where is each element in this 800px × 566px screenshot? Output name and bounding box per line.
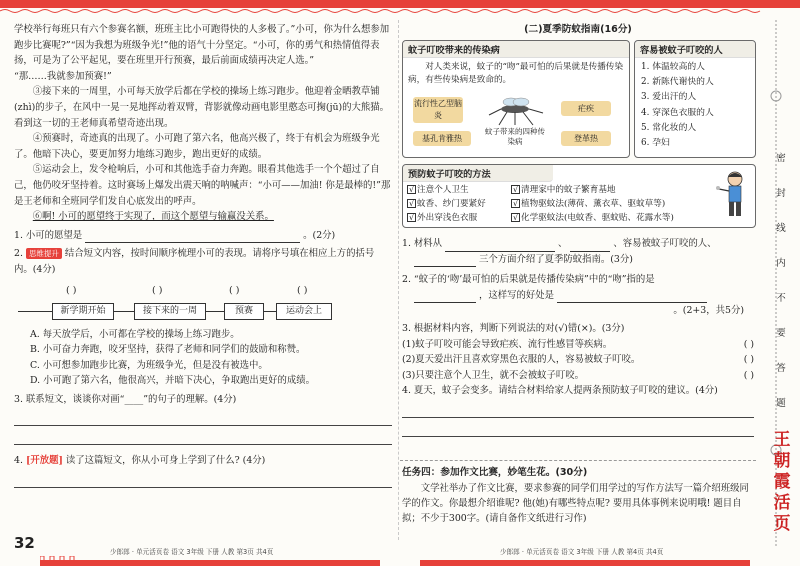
right-page bbox=[402, 22, 754, 42]
check-icon: √ bbox=[512, 185, 519, 194]
people-item: 1. 体温较高的人 bbox=[641, 62, 705, 72]
answer-paren[interactable]: ( ) bbox=[297, 284, 308, 296]
center-divider bbox=[398, 20, 399, 540]
r2-score: 。(2+3，共5分) bbox=[673, 305, 744, 317]
seal-label: 线 bbox=[776, 223, 786, 234]
option-b: B. 小可奋力奔跑，咬牙坚持，获得了老师和同学们的鼓励和称赞。 bbox=[30, 344, 306, 356]
r-question-1 bbox=[402, 236, 754, 252]
seal-label: 答 bbox=[776, 363, 786, 374]
r2-text: 2. “蚊子的‘吻’最可怕的后果就是传播传染病”中的“吻”指的是 bbox=[402, 274, 655, 286]
paragraph-5: ⑤运动会上，发令枪响后，小可和其他选手奋力奔跑。眼看其他选手一个个超过了自己，他仍咬牙坚持着。这时赛场上爆发出震天响的呐喊声：“小可——加油! 你是最棒的!”那是王老师和全班同学们发自心底发出的呼声。 bbox=[14, 164, 391, 207]
right-questions bbox=[402, 236, 754, 437]
options-list bbox=[14, 327, 392, 389]
question-2: 2. 思维提升 结合短文内容，按时间顺序梳理小可的表现。请将序号填在相应上方的括号内。(4分) bbox=[14, 248, 375, 275]
task4 bbox=[402, 465, 754, 526]
people-item: 5. 常化妆的人 bbox=[641, 122, 697, 133]
prevention-item: 植物驱蚊法(薄荷、薰衣草、驱蚊草等) bbox=[521, 199, 666, 209]
r-question-2b bbox=[402, 288, 754, 304]
timeline-box: 运动会上 bbox=[276, 303, 332, 320]
open-question-tag: [开放题] bbox=[25, 455, 63, 467]
r2-text: ，这样写的好处是 bbox=[478, 289, 554, 301]
answer-line[interactable] bbox=[14, 469, 392, 488]
boy-spraying-icon bbox=[715, 169, 749, 223]
thinking-tag: 思维提升 bbox=[26, 248, 62, 259]
answer-blank[interactable] bbox=[557, 292, 707, 303]
r1-text: 、容易被蚊子叮咬的人、 bbox=[613, 238, 717, 249]
intro-line-2: “那……我就参加预赛!” bbox=[14, 70, 112, 82]
question-1-score: 。(2分) bbox=[303, 229, 336, 241]
r1-text: 1. 材料从 bbox=[402, 238, 443, 249]
answer-line[interactable] bbox=[14, 407, 392, 426]
prevention-item: 注意个人卫生 bbox=[417, 185, 469, 195]
answer-paren[interactable]: ( ) bbox=[66, 284, 77, 296]
question-3: 3. 联系短文，谈谈你对画“____”的句子的理解。(4分) bbox=[14, 393, 237, 405]
page-number: 32 bbox=[14, 534, 35, 552]
disease-chikungunya: 基孔肯雅热 bbox=[413, 131, 471, 146]
question-2-text: 结合短文内容，按时间顺序梳理小可的表现。请将序号填在相应上方的括号内。(4分) bbox=[14, 248, 375, 275]
option-c: C. 小可想参加跑步比赛，为班级争光，但是没有被选中。 bbox=[30, 359, 268, 371]
check-icon: √ bbox=[408, 199, 415, 208]
task4-text: 文学社举办了作文比赛，要求参赛的同学们用学过的写作方法写一篇介绍班级同学的作文。你最想介绍谁呢? 他(她)有哪些特点呢? 要用具体事例来说明哦! 题目自拟；不少于300字。(请自备作文纸进行习作) bbox=[402, 482, 749, 524]
paragraph-3: ③接下来的一周里，小可每天放学后都在学校的操场上练习跑步。他迎着金晒教草铺(zhì)的步子，在风中一晃一晃地挥动着双臂，背影就像动画电影里憨态可掬(jū)的大熊猫。看到这一切的王老师真希望奇迹出现。 bbox=[14, 86, 390, 129]
people-item: 2. 新陈代谢快的人 bbox=[641, 77, 714, 88]
check-icon: √ bbox=[512, 213, 519, 222]
intro-paragraph: 学校举行每班只有六个参赛名额，班班主比小可跑得快的人多极了。”小可，你为什么想参加跑步比赛呢?”“因为我想为班级争光!”他的语气十分坚定。“小可，你的勇气和热情值得表扬，可是为了公平起见，要在班里开行预赛，最后前面成绩再决定人选。” bbox=[14, 24, 390, 67]
people-item: 3. 爱出汗的人 bbox=[641, 92, 697, 103]
people-card-title: 容易被蚊子叮咬的人 bbox=[635, 41, 755, 58]
seal-label: 内 bbox=[776, 258, 786, 269]
mosquito-caption: 蚊子带来的四种传染病 bbox=[485, 127, 545, 146]
timeline-box: 接下来的一周 bbox=[134, 303, 206, 320]
judge-paren[interactable]: ( ) bbox=[743, 338, 754, 350]
answer-blank-1[interactable] bbox=[85, 232, 300, 243]
people-item: 4. 穿深色衣服的人 bbox=[641, 107, 714, 118]
judge-item bbox=[402, 352, 754, 368]
section-title: (二)夏季防蚊指南(16分) bbox=[524, 24, 632, 35]
seal-label: 不 bbox=[776, 293, 786, 304]
task4-title: 任务四：参加作文比赛，妙笔生花。(30分) bbox=[402, 467, 588, 478]
answer-blank[interactable] bbox=[445, 241, 555, 252]
answer-line[interactable] bbox=[402, 399, 754, 418]
right-footer-bar bbox=[420, 556, 750, 566]
people-item: 6. 孕妇 bbox=[641, 138, 670, 149]
disease-malaria: 疟疾 bbox=[561, 101, 611, 116]
answer-paren[interactable]: ( ) bbox=[152, 284, 163, 296]
answer-line[interactable] bbox=[402, 418, 754, 437]
top-wave-border bbox=[0, 8, 800, 14]
answer-line[interactable] bbox=[14, 426, 392, 445]
right-footer: 少郎郎 · 单元活页卷 语文 3年级 下册 人教 第4页 共4页 bbox=[500, 548, 664, 556]
seal-label: 封 bbox=[776, 188, 786, 199]
prevention-item: 化学驱蚊法(电蚊香、驱蚊贴、花露水等) bbox=[521, 213, 674, 223]
disease-card-text: 对人类来说，蚊子的“吻”最可怕的后果就是传播传染病，有些传染病是致命的。 bbox=[408, 62, 624, 85]
judge-item bbox=[402, 337, 754, 353]
people-card bbox=[634, 40, 756, 158]
seal-label: 密 bbox=[776, 153, 786, 164]
mosquito-icon bbox=[485, 93, 545, 127]
judge-text: (2)夏天爱出汗且喜欢穿黑色衣服的人，容易被蚊子叮咬。 bbox=[402, 354, 641, 366]
question-4-text: 读了这篇短文，你从小可身上学到了什么? (4分) bbox=[65, 455, 266, 467]
paragraph-4: ④预赛时，奇迹真的出现了。小可跑了第六名，他高兴极了，终于有机会为班级争光了。他暗下决心，要更加努力地练习跑步，跑出更好的成绩。 bbox=[14, 133, 380, 160]
left-footer-bar bbox=[40, 556, 380, 566]
r1-text: 三个方面介绍了夏季防蚊指南。(3分) bbox=[478, 253, 633, 265]
timeline-flow bbox=[14, 281, 392, 327]
left-page bbox=[14, 22, 392, 488]
top-red-bar bbox=[0, 0, 800, 8]
answer-blank[interactable] bbox=[570, 241, 610, 252]
timeline-box: 预赛 bbox=[224, 303, 264, 320]
r1-text: 、 bbox=[558, 238, 568, 249]
disease-card-title: 蚊子叮咬带来的传染病 bbox=[403, 41, 629, 58]
r-question-1b bbox=[402, 252, 754, 268]
disease-card bbox=[402, 40, 630, 158]
option-a: A. 每天放学后，小可都在学校的操场上练习跑步。 bbox=[30, 328, 240, 340]
prevention-right bbox=[511, 183, 674, 225]
prevention-item: 蚊香、纱门要紧好 bbox=[417, 199, 486, 209]
check-icon: √ bbox=[408, 185, 415, 194]
disease-jap-enceph: 流行性乙型脑炎 bbox=[413, 97, 463, 123]
check-icon: √ bbox=[408, 213, 415, 222]
paragraph-6: ⑥啊! 小可的愿望终于实现了，而这个愿望与输赢没关系。 bbox=[32, 211, 274, 223]
prevention-card-title: 预防蚊子叮咬的方法 bbox=[403, 165, 553, 182]
question-4: 4. [开放题] 读了这篇短文，你从小可身上学到了什么? (4分) bbox=[14, 455, 266, 467]
prevention-card bbox=[402, 164, 756, 228]
question-1-text: 1. 小可的愿望是 bbox=[14, 229, 83, 241]
r-question-4: 4. 夏天，蚊子会变多。请结合材料给家人提两条预防蚊子叮咬的建议。(4分) bbox=[402, 385, 718, 397]
disease-dengue: 登革热 bbox=[561, 131, 611, 146]
prevention-item: 外出穿浅色衣服 bbox=[417, 213, 478, 223]
check-icon: √ bbox=[512, 199, 519, 208]
seal-label: 要 bbox=[776, 328, 786, 339]
prevention-left bbox=[407, 183, 486, 225]
left-footer: 少郎郎 · 单元活页卷 语文 3年级 下册 人教 第3页 共4页 bbox=[110, 548, 274, 556]
answer-blank[interactable] bbox=[414, 292, 476, 303]
r-question-2 bbox=[402, 272, 754, 288]
judge-text: (1)蚊子叮咬可能会导致疟疾、流行性感冒等疾病。 bbox=[402, 338, 613, 350]
prevention-item: 清理家中的蚊子繁育基地 bbox=[521, 185, 616, 195]
judge-list bbox=[402, 337, 754, 384]
judge-paren[interactable]: ( ) bbox=[743, 369, 754, 381]
option-d: D. 小可跑了第六名，他很高兴，并暗下决心，争取跑出更好的成绩。 bbox=[30, 375, 316, 387]
seal-label: 题 bbox=[776, 398, 786, 409]
judge-text: (3)只要注意个人卫生，就不会被蚊子叮咬。 bbox=[402, 369, 585, 381]
answer-blank[interactable] bbox=[414, 256, 476, 267]
timeline-box: 新学期开始 bbox=[52, 303, 114, 320]
question-1 bbox=[14, 228, 392, 244]
task-divider bbox=[400, 460, 756, 461]
answer-paren[interactable]: ( ) bbox=[229, 284, 240, 296]
r-question-3: 3. 根据材料内容，判断下列说法的对(√)错(×)。(3分) bbox=[402, 322, 625, 334]
people-list bbox=[635, 58, 755, 153]
brand-logo: 王朝霞活页 bbox=[773, 430, 791, 534]
judge-item bbox=[402, 368, 754, 384]
judge-paren[interactable]: ( ) bbox=[743, 354, 754, 366]
